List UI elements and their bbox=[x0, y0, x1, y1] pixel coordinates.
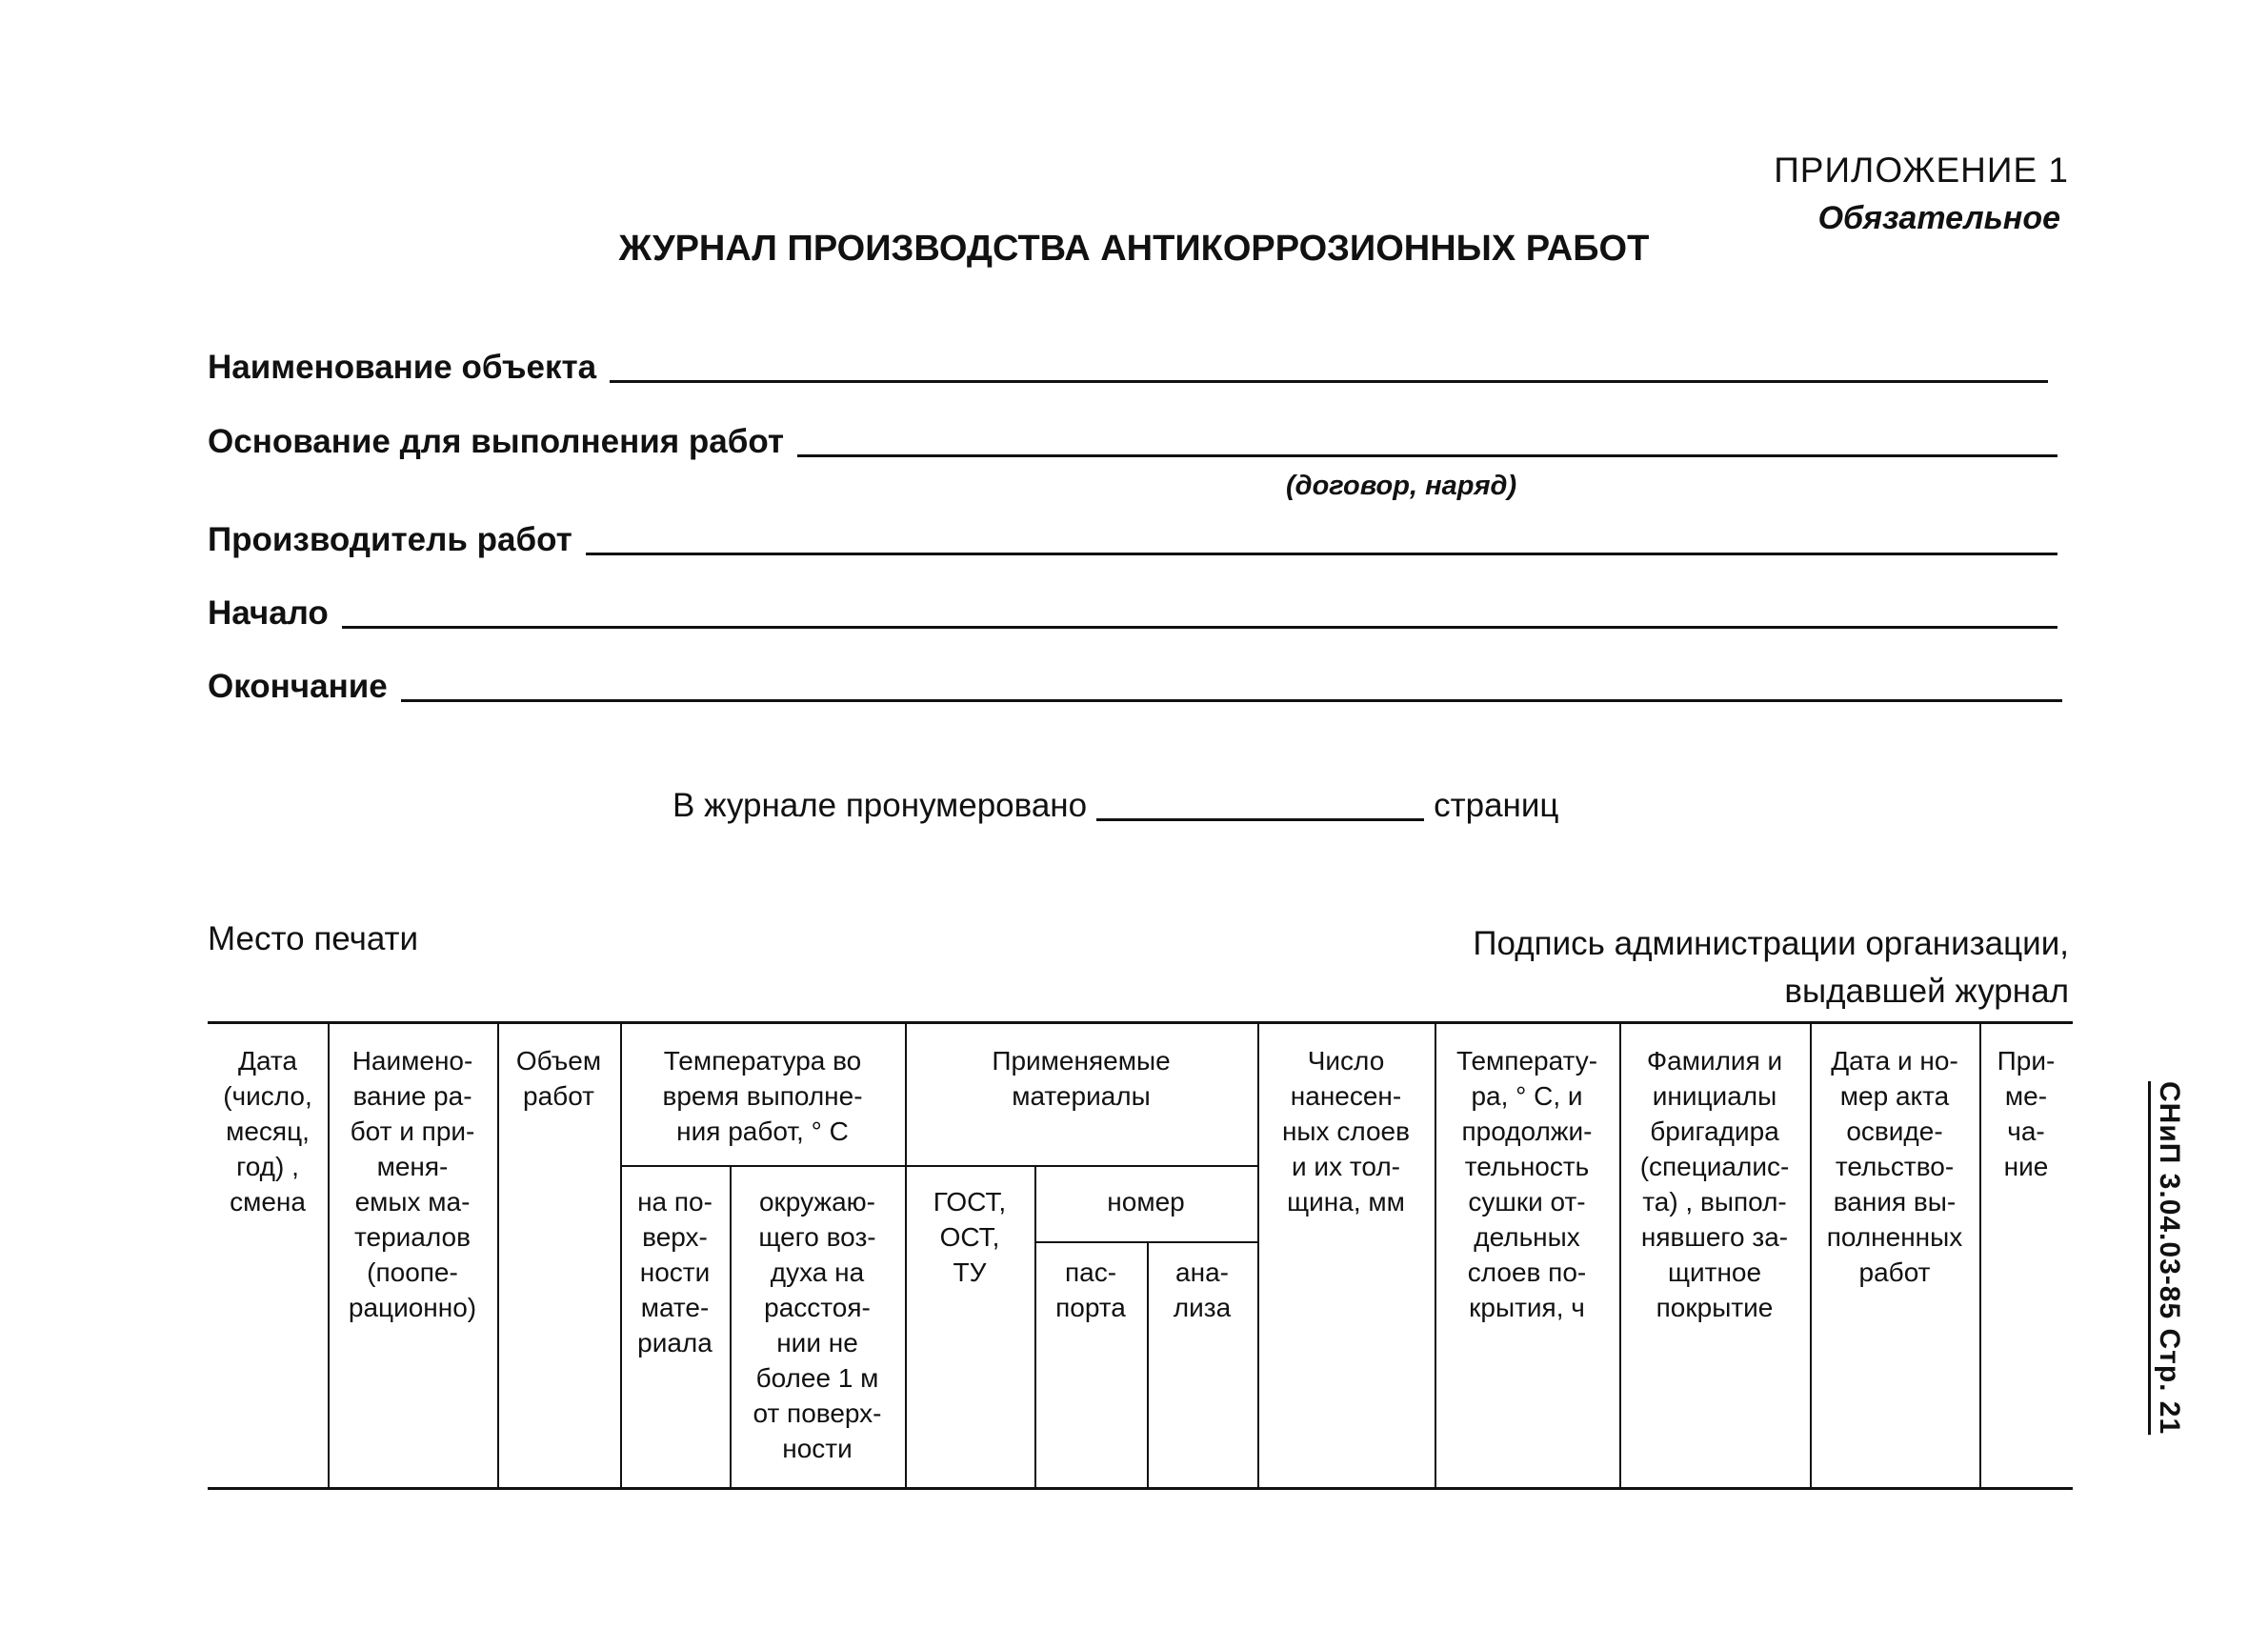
col-work-name-header: Наимено- вание ра- бот и при- меня- емых ма- териалов (поопе- рационно) bbox=[348, 1046, 477, 1322]
col-temperature-header: Температура во время выполне- ния работ, ° С bbox=[662, 1046, 863, 1146]
col-foreman-header: Фамилия и инициалы бригадира (специалис- та) , выпол- нявшего за- щитное покрытие bbox=[1639, 1046, 1790, 1322]
end-label: Окончание bbox=[208, 668, 388, 705]
mandatory-label: Обязательное bbox=[1817, 200, 2060, 236]
basis-field bbox=[208, 417, 2057, 461]
end-input-line[interactable] bbox=[401, 699, 2062, 702]
col-gost-header: ГОСТ, ОСТ, ТУ bbox=[933, 1187, 1007, 1287]
object-name-label: Наименование объекта bbox=[208, 349, 597, 386]
col-analysis-header: ана- лиза bbox=[1173, 1257, 1232, 1322]
page-count-input-line[interactable] bbox=[1096, 818, 1424, 821]
signature-label: Подпись администрации организации, выдавшей журнал bbox=[1473, 925, 2069, 1010]
start-input-line[interactable] bbox=[342, 626, 2057, 629]
basis-note: (договор, наряд) bbox=[1286, 471, 1517, 501]
appendix-label: ПРИЛОЖЕНИЕ 1 bbox=[1774, 151, 2069, 190]
col-materials-header: Применяемые материалы bbox=[992, 1046, 1171, 1111]
header-subdivider bbox=[1034, 1241, 1257, 1243]
col-volume-header: Объем работ bbox=[515, 1046, 602, 1111]
journal-table bbox=[208, 1021, 2073, 1490]
contractor-input-line[interactable] bbox=[586, 553, 2057, 555]
col-drying-header: Температу- ра, ° С, и продолжи- тельность сушки от- дельных слоев по- крытия, ч bbox=[1455, 1046, 1598, 1322]
end-field bbox=[208, 662, 2062, 706]
col-act-header: Дата и но- мер акта освиде- тельство- вания вы- полненных работ bbox=[1826, 1046, 1963, 1287]
start-label: Начало bbox=[208, 594, 329, 632]
object-name-input-line[interactable] bbox=[610, 380, 2048, 383]
col-number-header: номер bbox=[1107, 1187, 1185, 1217]
seal-label: Место печати bbox=[208, 920, 419, 957]
page-count-suffix: страниц bbox=[1434, 787, 1559, 824]
basis-label: Основание для выполнения работ bbox=[208, 423, 784, 460]
page-title: ЖУРНАЛ ПРОИЗВОДСТВА АНТИКОРРОЗИОННЫХ РАБОТ bbox=[618, 229, 1650, 269]
contractor-label: Производитель работ bbox=[208, 521, 572, 558]
header-subdivider bbox=[620, 1165, 1257, 1167]
page-count-prefix: В журнале пронумеровано bbox=[672, 787, 1088, 824]
page-count-line bbox=[672, 787, 1558, 825]
col-layers-header: Число нанесен- ных слоев и их тол- щина, мм bbox=[1281, 1046, 1411, 1217]
col-date-header: Дата (число, месяц, год) , смена bbox=[223, 1046, 312, 1217]
basis-input-line[interactable] bbox=[797, 454, 2057, 457]
col-temp-air-header: окружаю- щего воз- духа на расстоя- нии не более 1 м от поверх- ности bbox=[753, 1187, 882, 1463]
col-remark-header: При- ме- ча- ние bbox=[1997, 1046, 2056, 1181]
object-name-field bbox=[208, 343, 2048, 387]
col-passport-header: пас- порта bbox=[1055, 1257, 1126, 1322]
start-field bbox=[208, 589, 2057, 633]
col-temp-surface-header: на по- верх- ности мате- риала bbox=[637, 1187, 713, 1358]
contractor-field bbox=[208, 515, 2057, 559]
document-code-sidebar: СНиП 3.04.03-85 Стр. 21 bbox=[2154, 1081, 2185, 1436]
